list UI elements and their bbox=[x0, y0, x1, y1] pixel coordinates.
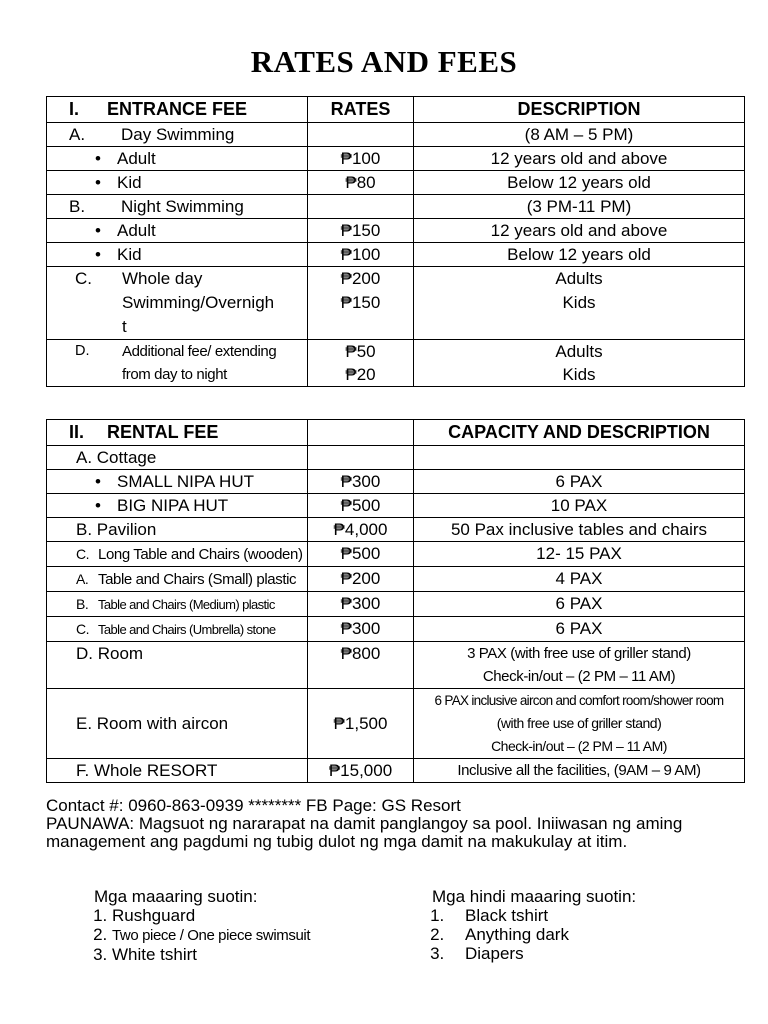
desc-adult: Adults bbox=[555, 342, 603, 361]
rate-cell: ₱4,000 bbox=[308, 518, 414, 542]
description-cell: 12- 15 PAX bbox=[414, 542, 745, 567]
entrance-fee-table bbox=[46, 96, 745, 387]
category-cell: B. Pavilion bbox=[47, 518, 308, 542]
description-cell: Inclusive all the facilities, (9AM – 9 AM) bbox=[414, 759, 745, 783]
table-row bbox=[47, 689, 745, 759]
desc-line: Check-in/out – (2 PM – 11 AM) bbox=[482, 668, 676, 685]
description-cell: 10 PAX bbox=[414, 494, 745, 518]
table-row bbox=[47, 470, 745, 494]
item-cell: • Kid bbox=[47, 171, 308, 195]
page-title: RATES AND FEES bbox=[250, 44, 518, 79]
list-item: 3. White tshirt bbox=[112, 945, 426, 964]
section-header bbox=[47, 420, 308, 446]
table-header-row bbox=[47, 420, 745, 446]
desc-adult: Adults bbox=[555, 269, 603, 288]
category-letter: C. bbox=[76, 546, 89, 562]
category-cell bbox=[47, 267, 308, 340]
category-cell: E. Room with aircon bbox=[47, 689, 308, 759]
contact-line: Contact #: 0960-863-0939 ******** FB Page: GS Resort bbox=[46, 796, 461, 815]
rate-kid: ₱20 bbox=[345, 365, 376, 384]
list-item: 3. Diapers bbox=[449, 944, 732, 963]
table-row bbox=[47, 243, 745, 267]
rate-cell: ₱300 bbox=[308, 617, 414, 642]
category-label: Table and Chairs (Medium) plastic bbox=[98, 597, 275, 612]
description-cell: Below 12 years old bbox=[414, 171, 745, 195]
description-cell: (3 PM-11 PM) bbox=[414, 195, 745, 219]
rate-cell bbox=[308, 267, 414, 340]
category-cell bbox=[47, 195, 308, 219]
item-cell: • BIG NIPA HUT bbox=[47, 494, 308, 518]
category-label: Night Swimming bbox=[121, 197, 244, 216]
category-label-line3: t bbox=[122, 317, 127, 336]
category-letter: A. bbox=[69, 125, 86, 144]
category-letter: D. bbox=[75, 343, 90, 359]
category-cell bbox=[47, 340, 308, 387]
rate-cell: ₱300 bbox=[308, 470, 414, 494]
table-row bbox=[47, 340, 745, 387]
list-item: 2. Two piece / One piece swimsuit bbox=[112, 925, 426, 945]
section-label: ENTRANCE FEE bbox=[107, 99, 248, 119]
category-letter: B. bbox=[69, 197, 86, 216]
rates-column-header: RATES bbox=[308, 97, 414, 123]
category-cell bbox=[47, 567, 308, 592]
rate-cell: ₱15,000 bbox=[308, 759, 414, 783]
desc-line: 3 PAX (with free use of griller stand) bbox=[467, 645, 691, 662]
item-cell: • Adult bbox=[47, 147, 308, 171]
category-cell bbox=[47, 617, 308, 642]
rate-cell: ₱300 bbox=[308, 592, 414, 617]
description-cell: (8 AM – 5 PM) bbox=[414, 123, 745, 147]
description-column-header: CAPACITY AND DESCRIPTION bbox=[414, 420, 745, 446]
description-cell: 6 PAX bbox=[414, 592, 745, 617]
desc-line: 6 PAX inclusive aircon and comfort room/shower room bbox=[434, 693, 724, 708]
rate-cell bbox=[308, 195, 414, 219]
rates-column-header bbox=[308, 420, 414, 446]
section-number: II. bbox=[69, 422, 85, 442]
rate-cell: ₱150 bbox=[308, 219, 414, 243]
description-cell bbox=[414, 446, 745, 470]
description-cell: Below 12 years old bbox=[414, 243, 745, 267]
rate-cell bbox=[308, 446, 414, 470]
list-item: 1. Black tshirt bbox=[449, 906, 732, 925]
table-row bbox=[47, 446, 745, 470]
table-row bbox=[47, 195, 745, 219]
list-item: 1. Rushguard bbox=[112, 906, 426, 925]
category-label: Table and Chairs (Small) plastic bbox=[98, 571, 297, 588]
rate-cell: ₱200 bbox=[308, 567, 414, 592]
rental-fee-table bbox=[46, 419, 745, 783]
description-column-header: DESCRIPTION bbox=[414, 97, 745, 123]
allowed-list bbox=[46, 887, 426, 964]
category-cell bbox=[47, 542, 308, 567]
category-label: Long Table and Chairs (wooden) bbox=[98, 546, 303, 563]
category-cell: D. Room bbox=[47, 642, 308, 689]
notice-paragraph: PAUNAWA: Magsuot ng nararapat na damit panglangoy sa pool. Iniiwasan ng aming management ang pagdumi ng tubig dulot ng mga damit na makukulay at itim. bbox=[46, 814, 683, 851]
item-cell: • Adult bbox=[47, 219, 308, 243]
desc-kid: Kids bbox=[562, 365, 596, 384]
category-label-line1: Whole day bbox=[122, 269, 203, 288]
description-cell bbox=[414, 642, 745, 689]
list-item: 2. Anything dark bbox=[449, 925, 732, 944]
description-cell: 12 years old and above bbox=[414, 147, 745, 171]
table-row bbox=[47, 592, 745, 617]
category-letter: C. bbox=[76, 621, 89, 637]
rate-cell: ₱500 bbox=[308, 542, 414, 567]
table-row bbox=[47, 219, 745, 243]
rate-cell: ₱80 bbox=[308, 171, 414, 195]
desc-line: Check-in/out – (2 PM – 11 AM) bbox=[491, 738, 667, 754]
rate-cell: ₱100 bbox=[308, 243, 414, 267]
allowed-heading: Mga maaaring suotin: bbox=[94, 887, 258, 906]
rate-cell: ₱100 bbox=[308, 147, 414, 171]
table-row bbox=[47, 518, 745, 542]
category-label-line2: Swimming/Overnigh bbox=[122, 293, 275, 312]
section-header bbox=[47, 97, 308, 123]
footer-notes bbox=[46, 797, 746, 851]
description-cell: 4 PAX bbox=[414, 567, 745, 592]
table-row bbox=[47, 267, 745, 340]
category-letter: A. bbox=[76, 571, 89, 587]
category-label: Day Swimming bbox=[121, 125, 235, 144]
rate-adult: ₱200 bbox=[340, 269, 381, 288]
description-cell bbox=[414, 689, 745, 759]
table-row bbox=[47, 617, 745, 642]
table-row bbox=[47, 759, 745, 783]
rate-adult: ₱50 bbox=[345, 342, 376, 361]
rate-cell: ₱1,500 bbox=[308, 689, 414, 759]
description-cell bbox=[414, 340, 745, 387]
rate-kid: ₱150 bbox=[340, 293, 381, 312]
category-cell: A. Cottage bbox=[47, 446, 308, 470]
section-number: I. bbox=[69, 99, 80, 119]
item-cell: • Kid bbox=[47, 243, 308, 267]
category-cell bbox=[47, 592, 308, 617]
rate-cell bbox=[308, 340, 414, 387]
rate-cell: ₱800 bbox=[308, 642, 414, 689]
category-cell: F. Whole RESORT bbox=[47, 759, 308, 783]
desc-kid: Kids bbox=[562, 293, 596, 312]
category-label: Table and Chairs (Umbrella) stone bbox=[98, 622, 276, 637]
section-label: RENTAL FEE bbox=[107, 422, 219, 442]
category-letter: B. bbox=[76, 596, 89, 612]
table-row bbox=[47, 542, 745, 567]
table-row bbox=[47, 171, 745, 195]
table-row bbox=[47, 642, 745, 689]
description-cell bbox=[414, 267, 745, 340]
category-cell bbox=[47, 123, 308, 147]
category-label-line2: from day to night bbox=[122, 366, 227, 383]
description-cell: 50 Pax inclusive tables and chairs bbox=[414, 518, 745, 542]
category-label-line1: Additional fee/ extending bbox=[122, 343, 277, 360]
table-row bbox=[47, 147, 745, 171]
not-allowed-list bbox=[432, 887, 732, 963]
description-cell: 12 years old and above bbox=[414, 219, 745, 243]
table-row bbox=[47, 123, 745, 147]
table-row bbox=[47, 494, 745, 518]
description-cell: 6 PAX bbox=[414, 470, 745, 494]
desc-line: (with free use of griller stand) bbox=[496, 715, 662, 731]
description-cell: 6 PAX bbox=[414, 617, 745, 642]
table-row bbox=[47, 567, 745, 592]
rate-cell: ₱500 bbox=[308, 494, 414, 518]
table-header-row bbox=[47, 97, 745, 123]
not-allowed-heading: Mga hindi maaaring suotin: bbox=[432, 887, 637, 906]
rate-cell bbox=[308, 123, 414, 147]
category-letter: C. bbox=[75, 269, 92, 288]
item-cell: • SMALL NIPA HUT bbox=[47, 470, 308, 494]
